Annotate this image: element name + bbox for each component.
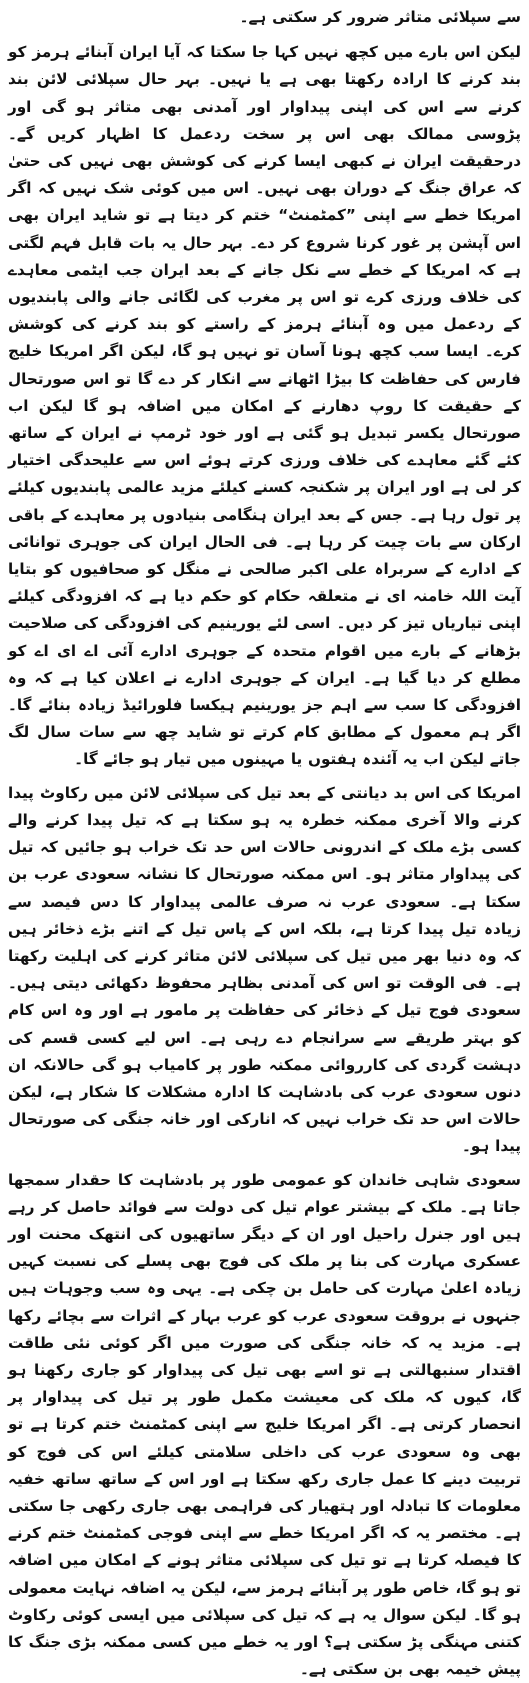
paragraph-3: امریکا کی اس بد دیانتی کے بعد تیل کی سپلائی لائن میں رکاوٹ پیدا کرنے والا آخری ممکنہ خطرہ یہ ہو سکتا ہے کہ تیل پیدا کرنے والے کسی بڑے ملک کے اندرونی حالات اس حد تک خراب ہو جائیں کہ تیل کی پیداوار متاثر ہو۔ اس ممکنہ صورتحال کا نشانہ سعودی عرب بن سکتا ہے۔ سعودی عرب نہ صرف عالمی پیداوار کا دس فیصد سے زیادہ تیل پیدا کرتا ہے، بلکہ اس کے پاس تیل کے اتنے بڑے ذخائر ہیں کہ وہ دنیا بھر میں تیل کی سپلائی لائن متاثر کرنے کی اہلیت رکھتا ہے۔ فی الوقت تو اس کی آمدنی بظاہر محفوظ دکھائی دیتی ہیں۔ سعودی فوج تیل کے ذخائر کی حفاظت پر مامور ہے اور وہ اس کام کو بہتر طریقے سے سرانجام دے رہی ہے۔ اس لیے کسی قسم کی دہشت گردی کی کارروائی ممکنہ طور پر کامیاب ہو گی حالانکہ ان دنوں سعودی عرب کی بادشاہت کا ادارہ مشکلات کا شکار ہے، لیکن حالات اس حد تک خراب نہیں کہ انارکی اور خانہ جنگی کی صورتحال پیدا ہو۔	[8, 783, 521, 1156]
paragraph-2: لیکن اس بارے میں کچھ نہیں کہا جا سکتا کہ آیا ایران آبنائے ہرمز کو بند کرنے کا ارادہ رکھتا بھی ہے یا نہیں۔ بہر حال سپلائی لائن بند کرنے سے اس کی اپنی پیداوار اور آمدنی بھی متاثر ہو گی اور پڑوسی ممالک بھی اس پر سخت ردعمل کا اظہار کریں گے۔ درحقیقت ایران نے کبھی ایسا کرنے کی کوشش بھی نہیں کی حتیٰ کہ عراق جنگ کے دوران بھی نہیں۔ اس میں کوئی شک نہیں کہ اگر امریکا خطے سے اپنی ”کمٹمنٹ“ ختم کر دیتا ہے تو شاید ایران بھی اس آپشن پر غور کرنا شروع کر دے۔ بہر حال یہ بات قابل فہم لگتی ہے کہ امریکا کے خطے سے نکل جانے کے بعد ایران جب ایٹمی معاہدے کی خلاف ورزی کرے تو اس پر مغرب کی لگائی جانے والی پابندیوں کے ردعمل میں وہ آبنائے ہرمز کے راستے کو بند کرنے کی کوشش کرے۔ ایسا سب کچھ ہونا آسان تو نہیں ہو گا، لیکن اگر امریکا خلیج فارس کی حفاظت کا بیڑا اٹھانے سے انکار کر دے گا تو اس صورتحال کے حقیقت کا روپ دھارنے کے امکان میں اضافہ ہو گا لیکن اب صورتحال یکسر تبدیل ہو گئی ہے اور خود ٹرمپ نے ایران کے ساتھ کئے گئے معاہدے کی خلاف ورزی کرتے ہوئے اس سے علیحدگی اختیار کر لی ہے اور ایران پر شکنجہ کسنے کیلئے مزید عالمی پابندیوں کیلئے پر تول رہا ہے۔ جس کے بعد ایران ہنگامی بنیادوں پر معاہدے کے باقی ارکان سے بات چیت کر رہا ہے۔ فی الحال ایران کی جوہری توانائی کے ادارے کے سربراہ علی اکبر صالحی نے منگل کو صحافیوں کو بتایا آیت اللہ خامنہ ای نے متعلقہ حکام کو حکم دیا ہے کہ افزودگی کیلئے اپنی تیاریاں تیز کر دیں۔ اسی لئے یورینیم کی افزودگی کی صلاحیت بڑھانے کے بارے میں اقوام متحدہ کے جوہری ادارے آئی اے ای اے کو مطلع کر دیا گیا ہے۔ ایران کے جوہری ادارے نے اعلان کیا ہے کہ وہ افزودگی کا سب سے اہم جز یورینیم ہیکسا فلورائیڈ زیادہ بنائے گا۔ اگر ہم معمول کے مطابق کام کرتے تو شاید چھ سے سات سال لگ جاتے لیکن اب یہ آئندہ ہفتوں یا مہینوں میں تیار ہو جائے گا۔	[8, 43, 521, 769]
urdu-article-text	[8, 4, 521, 1683]
paragraph-4: سعودی شاہی خاندان کو عمومی طور پر بادشاہت کا حقدار سمجھا جاتا ہے۔ ملک کے بیشتر عوام تیل کی دولت سے فوائد حاصل کر رہے ہیں اور جنرل راحیل اور ان کے دیگر ساتھیوں کی انتھک محنت اور عسکری مہارت کی بنا پر ملک کی فوج بھی پسلے کی نسبت کہیں زیادہ اعلیٰ مہارت کی حامل بن چکی ہے۔ یہی وہ سب وجوہات ہیں جنہوں نے بروقت سعودی عرب کو عرب بہار کے اثرات سے بچائے رکھا ہے۔ مزید یہ کہ خانہ جنگی کی صورت میں اگر کوئی نئی طاقت اقتدار سنبھالتی ہے تو اسے بھی تیل کی پیداوار کو جاری رکھنا ہو گا، کیوں کہ ملک کی معیشت مکمل طور پر تیل کی پیداوار پر انحصار کرتی ہے۔ اگر امریکا خلیج سے اپنی کمٹمنٹ ختم کرتا ہے تو بھی وہ سعودی عرب کی داخلی سلامتی کیلئے اس کی فوج کو تربیت دینے کا عمل جاری رکھ سکتا ہے اور اس کے ساتھ ساتھ خفیہ معلومات کا تبادلہ اور ہتھیار کی فراہمی بھی جاری رکھی جا سکتی ہے۔ مختصر یہ کہ اگر امریکا خطے سے اپنی فوجی کمٹمنٹ ختم کرنے کا فیصلہ کرتا ہے تو تیل کی سپلائی متاثر ہونے کے امکان میں اضافہ تو ہو گا، خاص طور پر آبنائے ہرمز سے، لیکن یہ اضافہ نہایت معمولی ہو گا۔ لیکن سوال یہ ہے کہ تیل کی سپلائی میں ایسی کوئی رکاوٹ کتنی مہنگی پڑ سکتی ہے؟ اور یہ خطے میں کسی ممکنہ بڑی جنگ کا پیش خیمہ بھی بن سکتی ہے۔	[8, 1170, 521, 1679]
paragraph-1: سے سپلائی متاثر ضرور کر سکتی ہے۔	[239, 8, 521, 26]
